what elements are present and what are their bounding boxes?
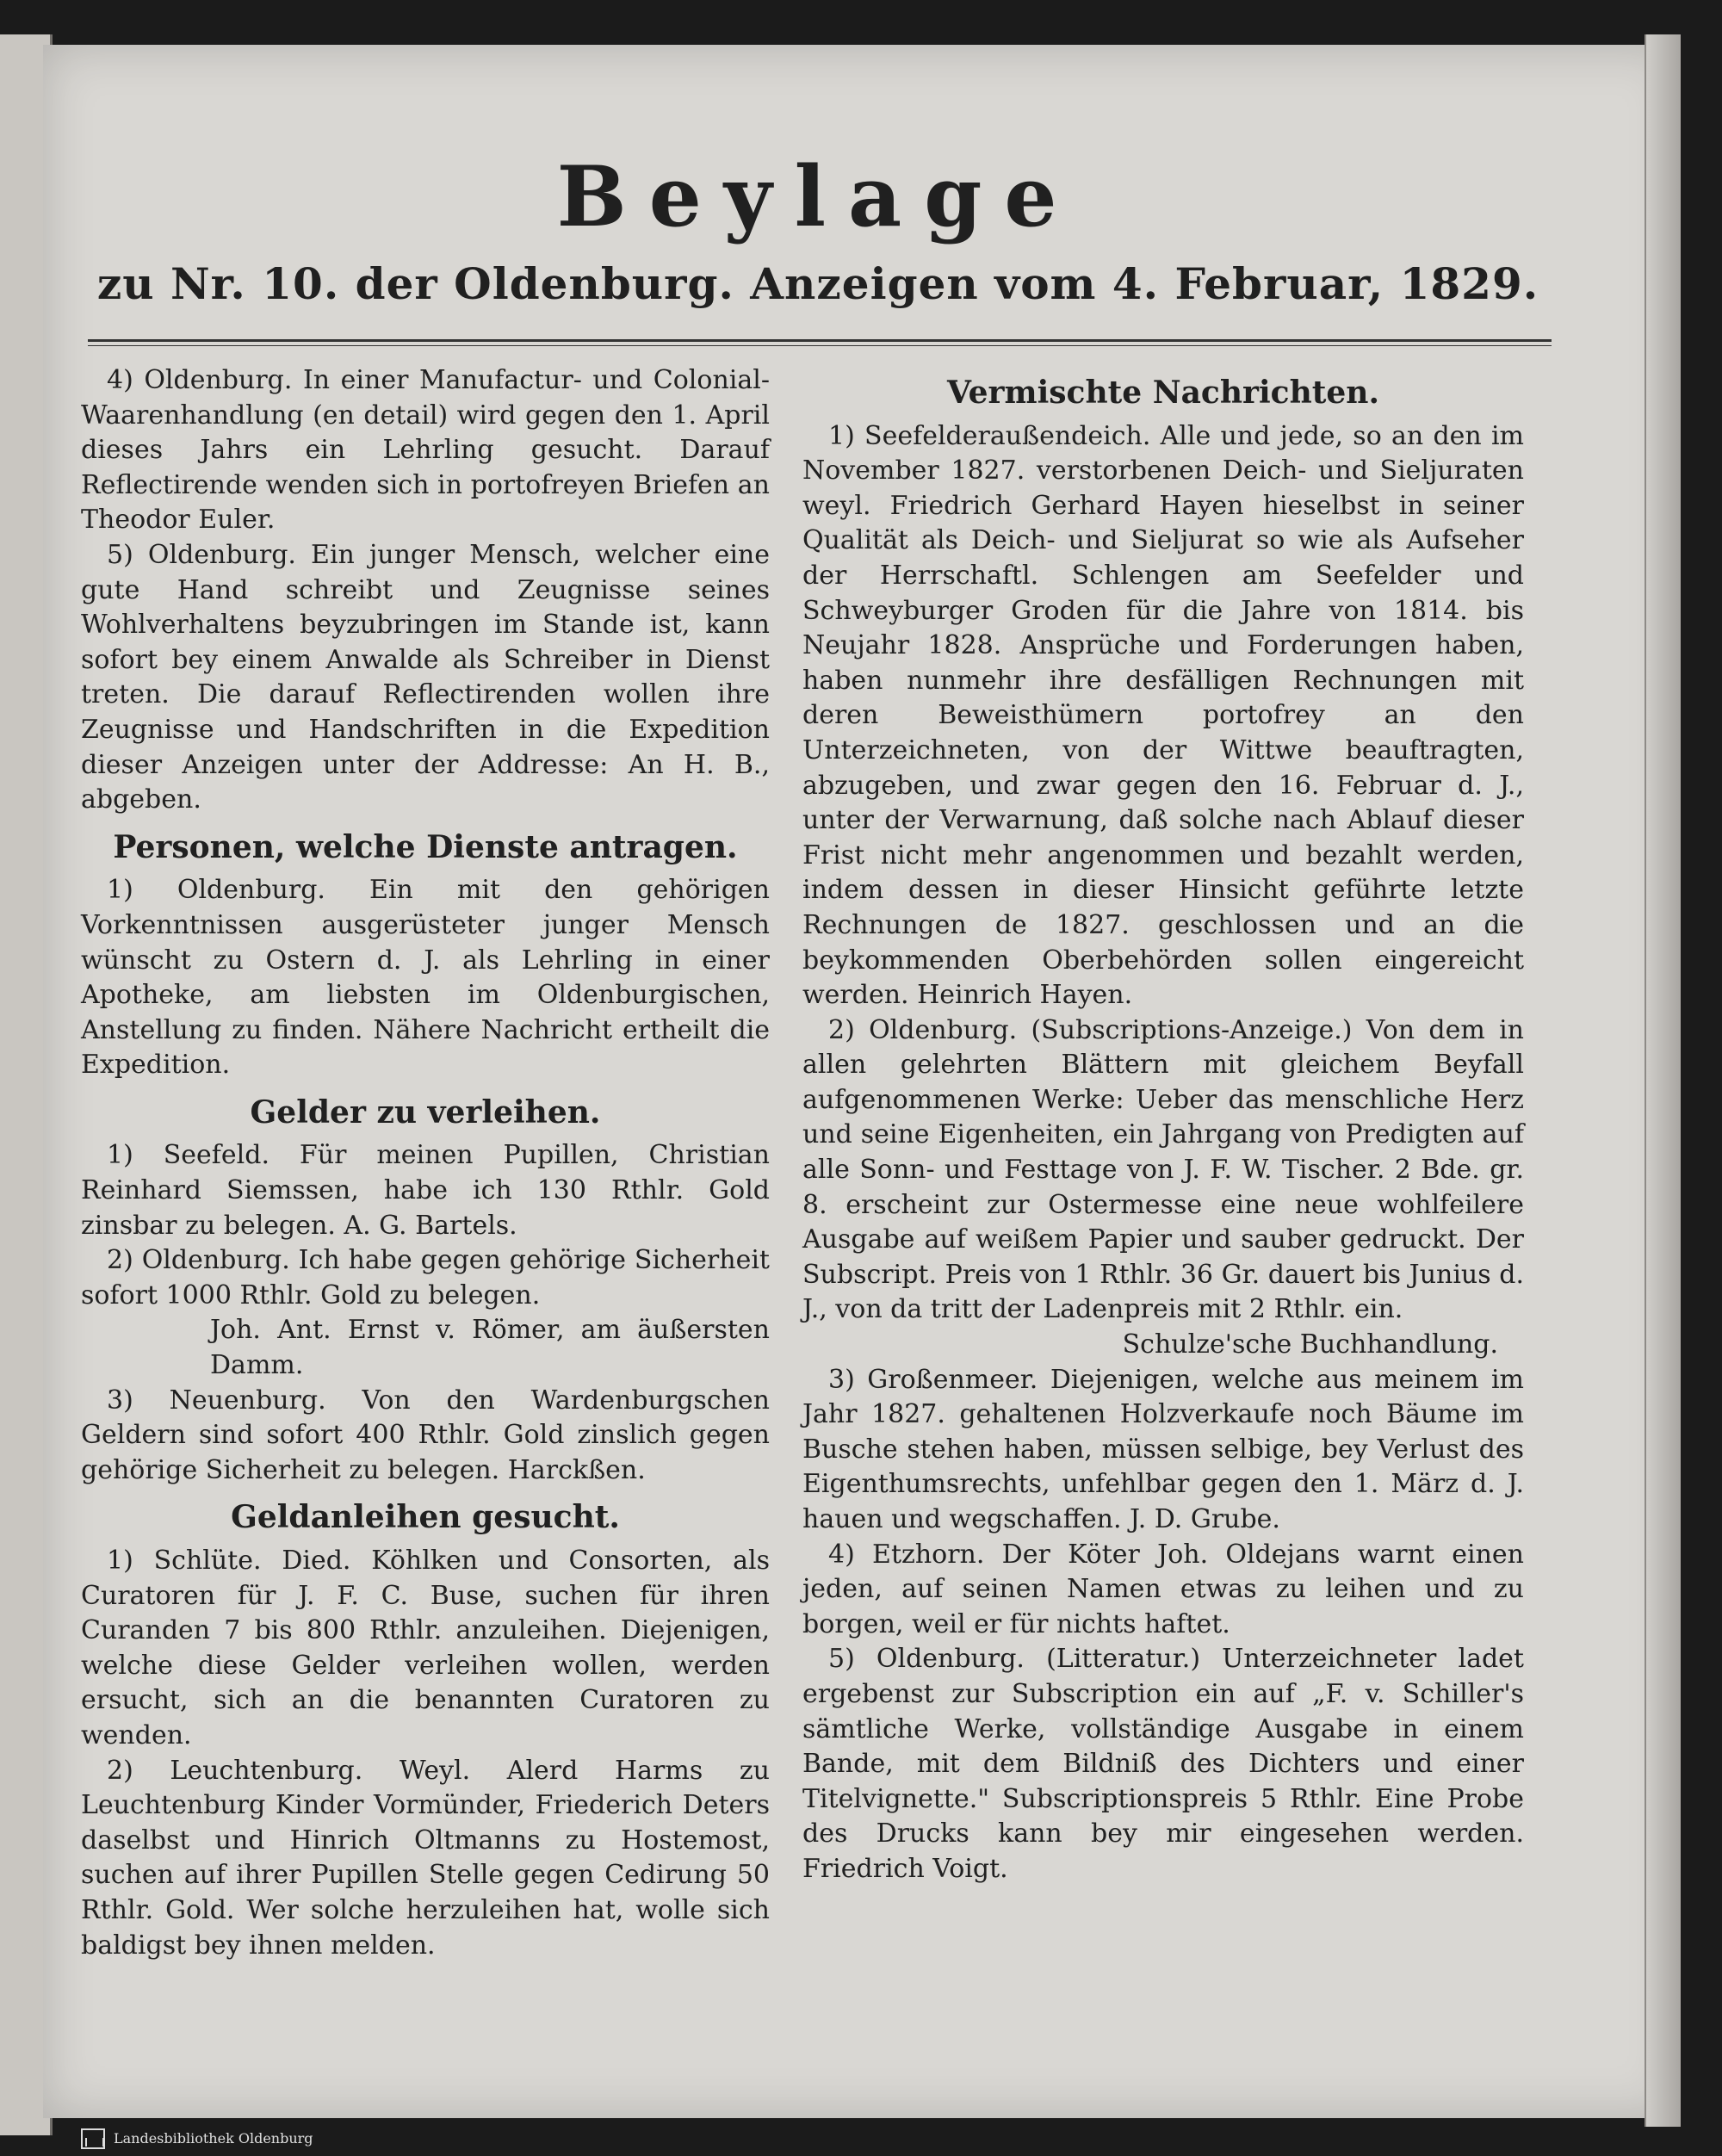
notice-paragraph: 5) Oldenburg. Ein junger Mensch, welcher eine gute Hand schreibt und Zeugnisse seines Wohlverhaltens beyzubringen im Stande ist, kann sofort bey einem Anwalde als Schreiber in Dienst treten. Die darauf Reflectirenden wollen ihre Zeugnisse und Handschriften in die Expedition dieser Anzeigen unter der Addresse: An H. B., abgeben.	[81, 539, 770, 815]
signature: Schulze'sche Buchhandlung.	[1122, 1329, 1498, 1360]
page-subtitle: zu Nr. 10. der Oldenburg. Anzeigen vom 4. Februar, 1829.	[96, 258, 1539, 309]
notice-paragraph: 3) Neuenburg. Von den Wardenburgschen Geldern sind sofort 400 Rthlr. Gold zinslich gegen gehörige Sicherheit zu belegen. Harckßen.	[81, 1385, 770, 1485]
notice-paragraph: 5) Oldenburg. (Litteratur.) Unterzeichneter ladet ergebenst zur Subscription ein auf „F. v. Schiller's sämtliche Werke, vollständige Ausgabe in einem Bande, mit dem Bildniß des Dichters und einer Titelvignette." Subscriptionspreis 5 Rthlr. Eine Probe des Drucks kann bey mir eingesehen werden. Friedrich Voigt.	[802, 1644, 1524, 1884]
left-column	[81, 363, 770, 1963]
section-heading: Gelder zu verleihen.	[250, 1093, 601, 1131]
notice-paragraph: 2) Oldenburg. Ich habe gegen gehörige Sicherheit sofort 1000 Rthlr. Gold zu belegen.	[81, 1245, 770, 1310]
signature: Joh. Ant. Ernst v. Römer, am äußersten Damm.	[210, 1315, 770, 1381]
notice-paragraph: 2) Oldenburg. (Subscriptions-Anzeige.) Von dem in allen gelehrten Blättern mit gleichem Beyfall aufgenommenen Werke: Ueber das menschliche Herz und seine Eigenheiten, ein Jahrgang von Predigten auf alle Sonn- und Festtage von J. F. W. Tischer. 2 Bde. gr. 8. erscheint zur Ostermesse eine neue wohlfeilere Ausgabe auf weißem Papier und sauber gedruckt. Der Subscript. Preis von 1 Rthlr. 36 Gr. dauert bis Junius d. J., von da tritt der Ladenpreis mit 2 Rthlr. ein.	[802, 1014, 1524, 1325]
notice-paragraph: 4) Etzhorn. Der Köter Joh. Oldejans warnt einen jeden, auf seinen Namen etwas zu leihen und zu borgen, weil er für nichts haftet.	[802, 1539, 1524, 1639]
right-column	[802, 363, 1524, 1887]
notice-paragraph: 1) Schlüte. Died. Köhlken und Consorten, als Curatoren für J. F. C. Buse, suchen für ihren Curanden 7 bis 800 Rthlr. anzuleihen. Diejenigen, welche diese Gelder verleihen wollen, werden ersucht, sich an die benannten Curatoren zu wenden.	[81, 1546, 770, 1750]
notice-paragraph: 2) Leuchtenburg. Weyl. Alerd Harms zu Leuchtenburg Kinder Vormünder, Friederich Deters daselbst und Hinrich Oltmanns zu Hostemost, suchen auf ihrer Pupillen Stelle gegen Cedirung 50 Rthlr. Gold. Wer solche herzuleihen hat, wolle sich baldigst bey ihnen melden.	[81, 1755, 770, 1961]
notice-paragraph: 1) Seefeld. Für meinen Pupillen, Christian Reinhard Siemssen, habe ich 130 Rthlr. Gold zinsbar zu belegen. A. G. Bartels.	[81, 1140, 770, 1241]
section-heading: Geldanleihen gesucht.	[231, 1499, 620, 1536]
library-credit: Landesbibliothek Oldenburg	[114, 2130, 313, 2147]
notice-paragraph: 4) Oldenburg. In einer Manufactur- und Colonial-Waarenhandlung (en detail) wird gegen den 1. April dieses Jahrs ein Lehrling gesucht. Darauf Reflectirende wenden sich in portofreyen Briefen an Theodor Euler.	[81, 365, 770, 536]
notice-paragraph: 3) Großenmeer. Diejenigen, welche aus meinem im Jahr 1827. gehaltenen Holzverkaufe noch Bäume im Busche stehen haben, müssen selbige, bey Verlust des Eigenthumsrechts, unfehlbar gegen den 1. März d. J. hauen und wegschaffen. J. D. Grube.	[802, 1364, 1524, 1534]
library-logo-icon	[81, 2128, 105, 2149]
page-title: Beylage	[556, 148, 1080, 245]
notice-paragraph: 1) Seefelderaußendeich. Alle und jede, so an den im November 1827. verstorbenen Deich- und Sieljuraten weyl. Friedrich Gerhard Hayen hieselbst in seiner Qualität als Deich- und Sieljurat so wie als Aufseher der Herrschaftl. Schlengen am Seefelder und Schweyburger Groden für die Jahre von 1814. bis Neujahr 1828. Ansprüche und Forderungen haben, haben nunmehr ihre desfälligen Rechnungen mit deren Beweisthümern portofrey an den Unterzeichneten, von der Wittwe beauftragten, abzugeben, und zwar gegen den 16. Februar d. J., unter der Verwarnung, daß solche nach Ablauf dieser Frist nicht mehr angenommen und bezahlt werden, indem dessen in dieser Hinsicht geführte letzte Rechnungen de 1827. geschlossen und an die beykommenden Oberbehörden sollen eingereicht werden. Heinrich Hayen.	[802, 420, 1524, 1011]
page-content	[43, 45, 1679, 2118]
section-heading: Vermischte Nachrichten.	[947, 375, 1379, 411]
notice-paragraph: 1) Oldenburg. Ein mit den gehörigen Vorkenntnissen ausgerüsteter junger Mensch wünscht zu Ostern d. J. als Lehrling in einer Apotheke, am liebsten im Oldenburgischen, Anstellung zu finden. Nähere Nachricht ertheilt die Expedition.	[81, 875, 770, 1081]
section-heading: Personen, welche Dienste antragen.	[113, 828, 738, 865]
header-rule	[88, 339, 1552, 346]
